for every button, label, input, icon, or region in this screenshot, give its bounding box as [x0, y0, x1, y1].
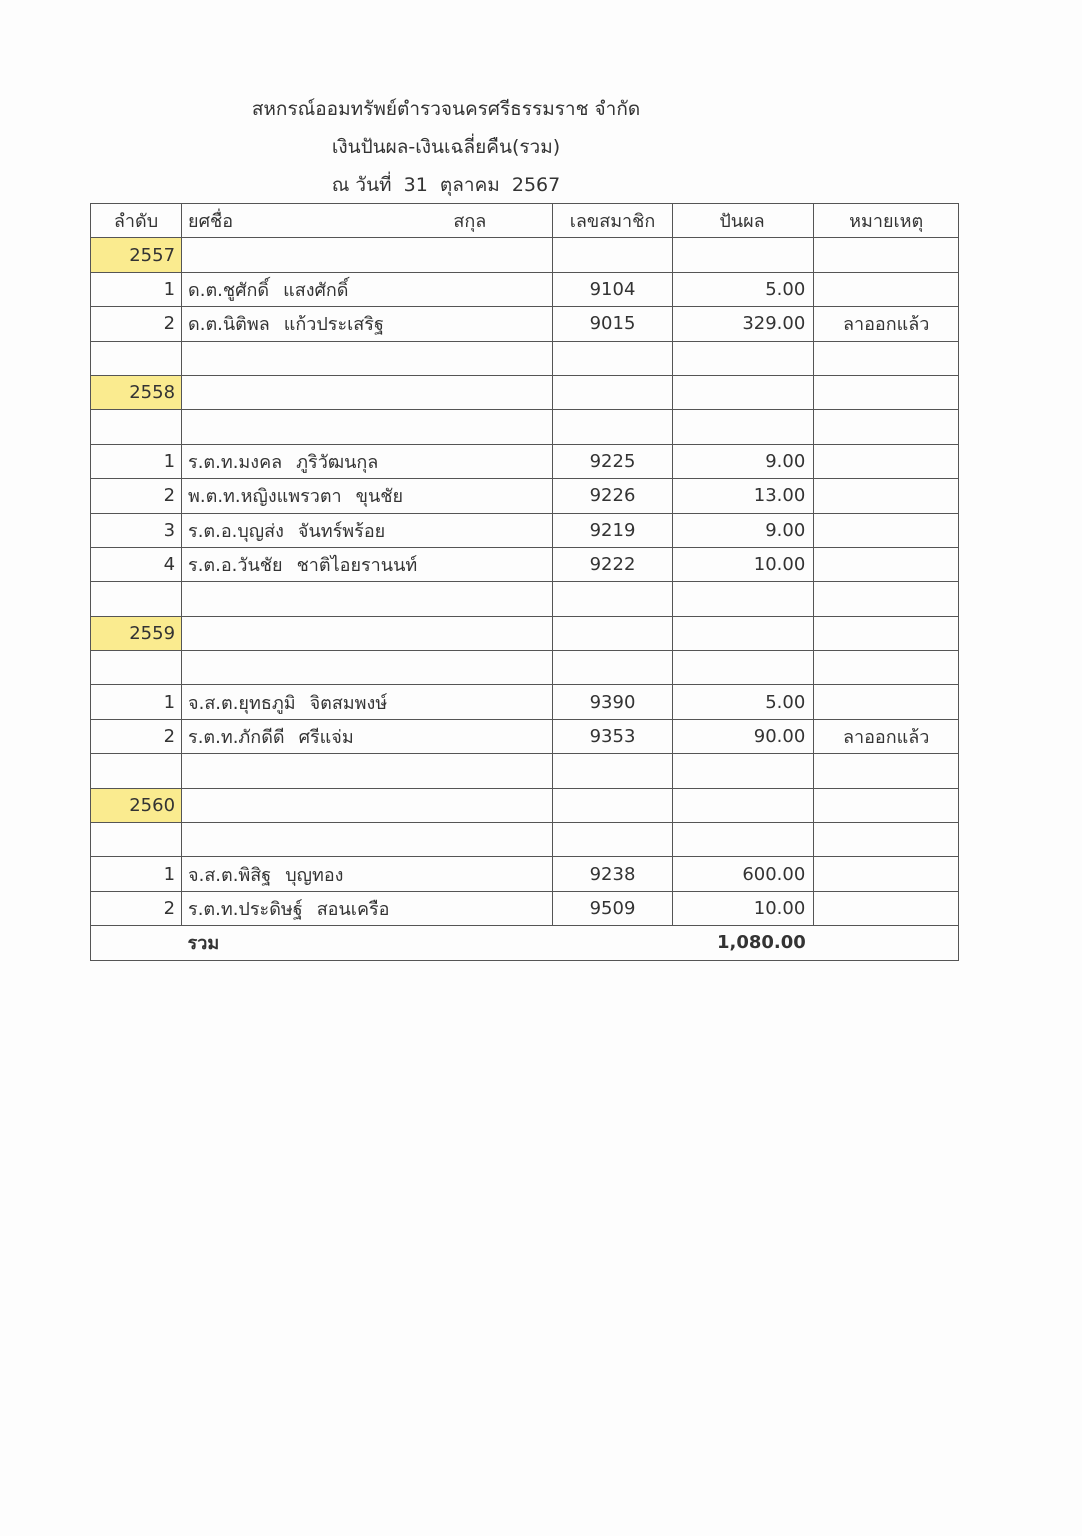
blank-row	[91, 651, 959, 685]
row-member-no: 9353	[553, 719, 672, 753]
blank-row	[91, 410, 959, 444]
row-note	[814, 272, 959, 306]
rank-first-name: จ.ส.ต.ยุทธภูมิ	[188, 692, 296, 714]
surname: ภูริวัฒนกุล	[296, 451, 379, 473]
table-row	[91, 307, 959, 341]
header-surname-label: สกุล	[453, 211, 487, 233]
blank-cell	[182, 616, 553, 650]
table-row	[91, 479, 959, 513]
row-name	[182, 272, 553, 306]
row-dividend: 10.00	[672, 547, 814, 581]
year-group-row	[91, 788, 959, 822]
row-member-no: 9238	[553, 857, 672, 891]
year-label: 2560	[91, 788, 182, 822]
header-name	[182, 204, 553, 238]
blank-cell	[182, 788, 553, 822]
blank-cell	[672, 754, 814, 788]
header-seq: ลำดับ	[91, 204, 182, 238]
row-seq: 3	[91, 513, 182, 547]
blank-cell	[91, 341, 182, 375]
row-note	[814, 479, 959, 513]
surname: ขุนชัย	[355, 486, 404, 508]
blank-cell	[553, 788, 672, 822]
blank-cell	[182, 375, 553, 409]
table-row	[91, 444, 959, 478]
dividend-table	[90, 203, 959, 961]
blank-cell	[553, 616, 672, 650]
row-name	[182, 857, 553, 891]
surname: ศรีแจ่ม	[298, 727, 354, 749]
header-dividend: ปันผล	[672, 204, 814, 238]
blank-cell	[672, 375, 814, 409]
row-note: ลาออกแล้ว	[814, 307, 959, 341]
row-dividend: 10.00	[672, 891, 814, 925]
row-seq: 1	[91, 685, 182, 719]
blank-cell	[672, 238, 814, 272]
blank-cell	[553, 410, 672, 444]
table-row	[91, 513, 959, 547]
row-seq: 1	[91, 444, 182, 478]
row-dividend: 600.00	[672, 857, 814, 891]
table-row	[91, 547, 959, 581]
surname: แสงศักดิ์	[283, 279, 349, 301]
row-dividend: 9.00	[672, 444, 814, 478]
blank-row	[91, 341, 959, 375]
blank-cell	[553, 582, 672, 616]
year-group-row	[91, 375, 959, 409]
row-note	[814, 444, 959, 478]
blank-cell	[814, 410, 959, 444]
row-note	[814, 857, 959, 891]
rank-first-name: ร.ต.ท.ภักดีดี	[188, 727, 285, 749]
rank-first-name: จ.ส.ต.พิสิฐ	[188, 864, 272, 886]
surname: แก้วประเสริฐ	[283, 314, 384, 336]
row-seq: 2	[91, 719, 182, 753]
surname: สอนเครือ	[316, 899, 390, 920]
row-note	[814, 513, 959, 547]
row-dividend: 5.00	[672, 685, 814, 719]
row-note	[814, 685, 959, 719]
row-dividend: 329.00	[672, 307, 814, 341]
row-seq: 4	[91, 547, 182, 581]
row-name	[182, 547, 553, 581]
document-date: ณ วันที่ 31 ตุลาคม 2567	[331, 174, 561, 196]
blank-cell	[672, 582, 814, 616]
blank-cell	[672, 823, 814, 857]
rank-first-name: พ.ต.ท.หญิงแพรวตา	[188, 486, 342, 508]
row-name	[182, 685, 553, 719]
year-label: 2559	[91, 616, 182, 650]
blank-row	[91, 582, 959, 616]
total-row	[91, 926, 959, 960]
blank-row	[91, 754, 959, 788]
blank-cell	[91, 926, 182, 960]
blank-cell	[553, 238, 672, 272]
blank-cell	[91, 582, 182, 616]
row-member-no: 9509	[553, 891, 672, 925]
row-name	[182, 307, 553, 341]
row-member-no: 9219	[553, 513, 672, 547]
blank-cell	[814, 375, 959, 409]
blank-cell	[553, 926, 672, 960]
document-title: เงินปันผล-เงินเฉลี่ยคืน(รวม)	[331, 136, 561, 158]
table-row	[91, 891, 959, 925]
blank-cell	[182, 754, 553, 788]
table-row	[91, 685, 959, 719]
row-name	[182, 891, 553, 925]
surname: บุญทอง	[285, 864, 344, 886]
blank-cell	[672, 410, 814, 444]
blank-cell	[553, 375, 672, 409]
year-group-row	[91, 238, 959, 272]
row-name	[182, 513, 553, 547]
blank-cell	[814, 616, 959, 650]
blank-cell	[553, 823, 672, 857]
blank-cell	[672, 341, 814, 375]
blank-row	[91, 823, 959, 857]
blank-cell	[672, 651, 814, 685]
header-member-no: เลขสมาชิก	[553, 204, 672, 238]
table-row	[91, 857, 959, 891]
rank-first-name: ด.ต.นิติพล	[188, 314, 270, 336]
row-name	[182, 479, 553, 513]
row-member-no: 9225	[553, 444, 672, 478]
row-seq: 2	[91, 891, 182, 925]
blank-cell	[91, 823, 182, 857]
blank-cell	[182, 651, 553, 685]
table-header-row	[91, 204, 959, 238]
year-group-row	[91, 616, 959, 650]
year-label: 2558	[91, 375, 182, 409]
total-label: รวม	[182, 926, 553, 960]
row-member-no: 9104	[553, 272, 672, 306]
blank-cell	[182, 341, 553, 375]
row-note	[814, 547, 959, 581]
row-seq: 1	[91, 857, 182, 891]
blank-cell	[814, 238, 959, 272]
table-body	[91, 238, 959, 960]
blank-cell	[91, 410, 182, 444]
blank-cell	[182, 410, 553, 444]
rank-first-name: ด.ต.ชูศักดิ์	[188, 279, 270, 301]
table-row	[91, 272, 959, 306]
blank-cell	[182, 238, 553, 272]
rank-first-name: ร.ต.อ.บุญส่ง	[188, 520, 284, 542]
year-label: 2557	[91, 238, 182, 272]
header-name-label: ยศชื่อ	[188, 211, 234, 233]
blank-cell	[553, 651, 672, 685]
row-name	[182, 719, 553, 753]
row-name	[182, 444, 553, 478]
blank-cell	[814, 651, 959, 685]
row-seq: 2	[91, 307, 182, 341]
row-note	[814, 891, 959, 925]
blank-cell	[91, 651, 182, 685]
row-member-no: 9390	[553, 685, 672, 719]
row-seq: 2	[91, 479, 182, 513]
blank-cell	[672, 788, 814, 822]
cooperative-name: สหกรณ์ออมทรัพย์ตำรวจนครศรีธรรมราช จำกัด	[251, 98, 641, 120]
blank-cell	[182, 823, 553, 857]
rank-first-name: ร.ต.ท.ประดิษฐ์	[188, 899, 303, 920]
blank-cell	[814, 754, 959, 788]
blank-cell	[672, 616, 814, 650]
blank-cell	[182, 582, 553, 616]
row-member-no: 9226	[553, 479, 672, 513]
blank-cell	[553, 341, 672, 375]
row-seq: 1	[91, 272, 182, 306]
surname: ชาติไอยรานนท์	[296, 555, 418, 577]
blank-cell	[814, 823, 959, 857]
row-dividend: 9.00	[672, 513, 814, 547]
blank-cell	[553, 754, 672, 788]
row-dividend: 5.00	[672, 272, 814, 306]
total-amount: 1,080.00	[672, 926, 814, 960]
row-note: ลาออกแล้ว	[814, 719, 959, 753]
surname: จันทร์พร้อย	[297, 520, 386, 542]
header-note: หมายเหตุ	[814, 204, 959, 238]
blank-cell	[91, 754, 182, 788]
row-member-no: 9222	[553, 547, 672, 581]
row-member-no: 9015	[553, 307, 672, 341]
rank-first-name: ร.ต.อ.วันชัย	[188, 555, 283, 577]
blank-cell	[814, 341, 959, 375]
rank-first-name: ร.ต.ท.มงคล	[188, 451, 283, 473]
row-dividend: 13.00	[672, 479, 814, 513]
blank-cell	[814, 788, 959, 822]
blank-cell	[814, 582, 959, 616]
table-row	[91, 719, 959, 753]
surname: จิตสมพงษ์	[309, 692, 388, 714]
blank-cell	[814, 926, 959, 960]
row-dividend: 90.00	[672, 719, 814, 753]
